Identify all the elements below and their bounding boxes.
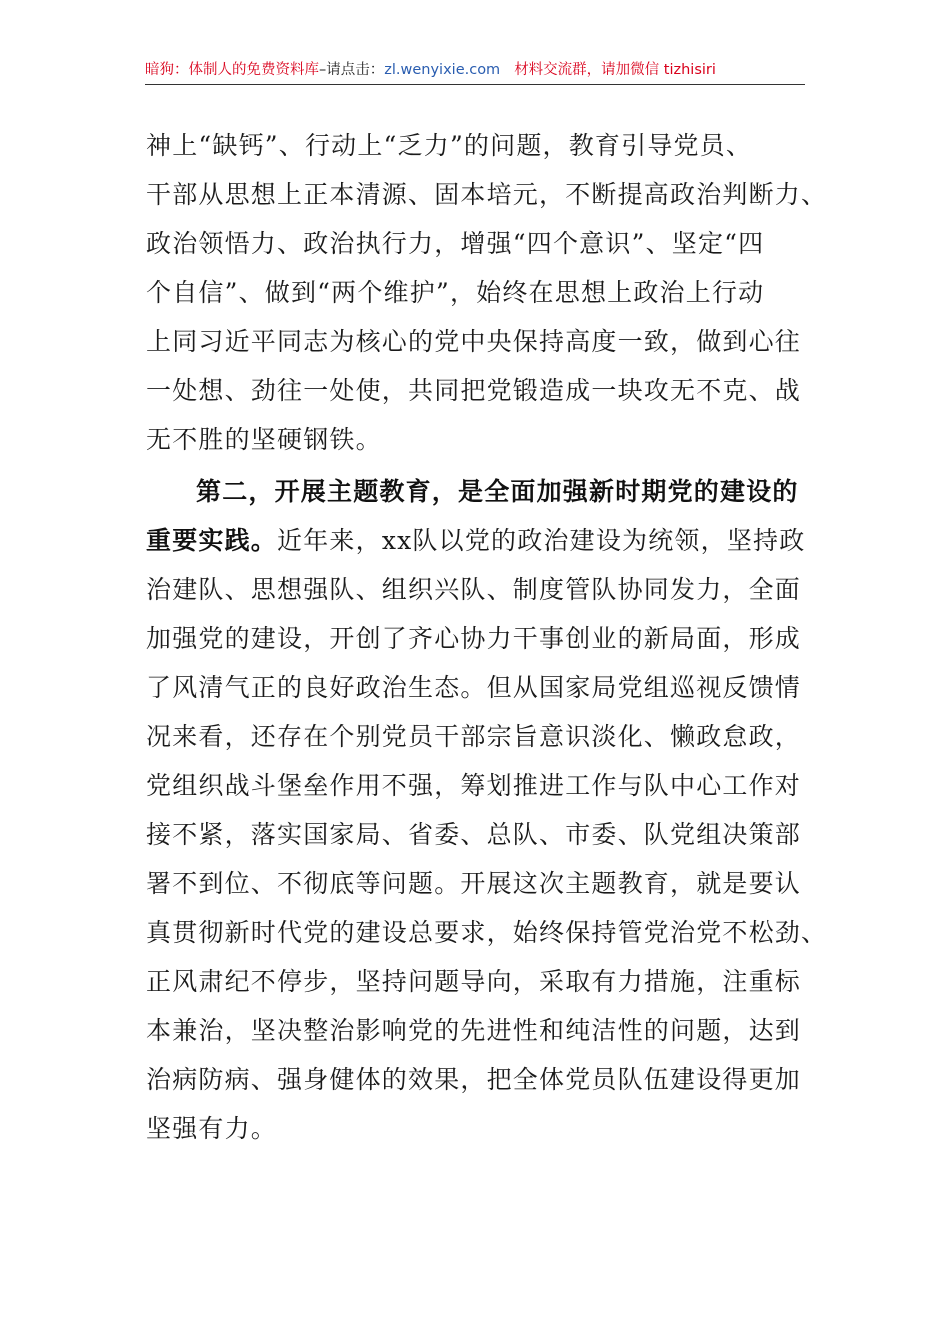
text-run: 近年来，xx队以党的政治建设为统领，坚持政 [277, 526, 806, 555]
header-separator: –请点击： [319, 62, 385, 78]
header-wechat-note: 材料交流群，请加微信 tizhisiri [514, 62, 716, 78]
text-line: 坚强有力。 [146, 1114, 278, 1143]
paragraph-heading-line [196, 472, 806, 512]
text-line: 正风肃纪不停步，坚持问题导向，采取有力措施，注重标 [146, 967, 802, 996]
text-line: 干部从思想上正本清源、固本培元，不断提高政治判断力、 [146, 180, 828, 209]
text-line: 加强党的建设，开创了齐心协力干事创业的新局面，形成 [146, 624, 802, 653]
text-line: 政治领悟力、政治执行力，增强“四个意识”、坚定“四 [146, 229, 765, 258]
text-line: 治建队、思想强队、组织兴队、制度管队协同发力，全面 [146, 575, 802, 604]
header-brand: 暗狗：体制人的免费资料库 [145, 62, 319, 78]
text-line: 治病防病、强身健体的效果，把全体党员队伍建设得更加 [146, 1065, 802, 1094]
text-line: 个自信”、做到“两个维护”，始终在思想上政治上行动 [146, 278, 765, 307]
text-line: 本兼治，坚决整治影响党的先进性和纯洁性的问题，达到 [146, 1016, 802, 1045]
text-line [146, 521, 806, 561]
text-line: 无不胜的坚硬钢铁。 [146, 425, 382, 454]
header-divider [145, 84, 805, 85]
text-line: 况来看，还存在个别党员干部宗旨意识淡化、懒政怠政， [146, 722, 802, 751]
text-line: 接不紧，落实国家局、省委、总队、市委、队党组决策部 [146, 820, 802, 849]
text-line: 了风清气正的良好政治生态。但从国家局党组巡视反馈情 [146, 673, 802, 702]
header-site-link[interactable]: zl.wenyixie.com [384, 62, 501, 78]
text-line: 神上“缺钙”、行动上“乏力”的问题，教育引导党员、 [146, 131, 753, 160]
bold-lead: 第二，开展主题教育，是全面加强新时期党的建设的 [196, 477, 799, 506]
text-line: 党组织战斗堡垒作用不强，筹划推进工作与队中心工作对 [146, 771, 802, 800]
text-line: 署不到位、不彻底等问题。开展这次主题教育，就是要认 [146, 869, 802, 898]
text-line: 上同习近平同志为核心的党中央保持高度一致，做到心往 [146, 327, 802, 356]
bold-lead-end: 重要实践。 [146, 526, 278, 555]
text-line: 一处想、劲往一处使，共同把党锻造成一块攻无不克、战 [146, 376, 802, 405]
page-header [145, 58, 805, 82]
text-line: 真贯彻新时代党的建设总要求，始终保持管党治党不松劲、 [146, 918, 828, 947]
